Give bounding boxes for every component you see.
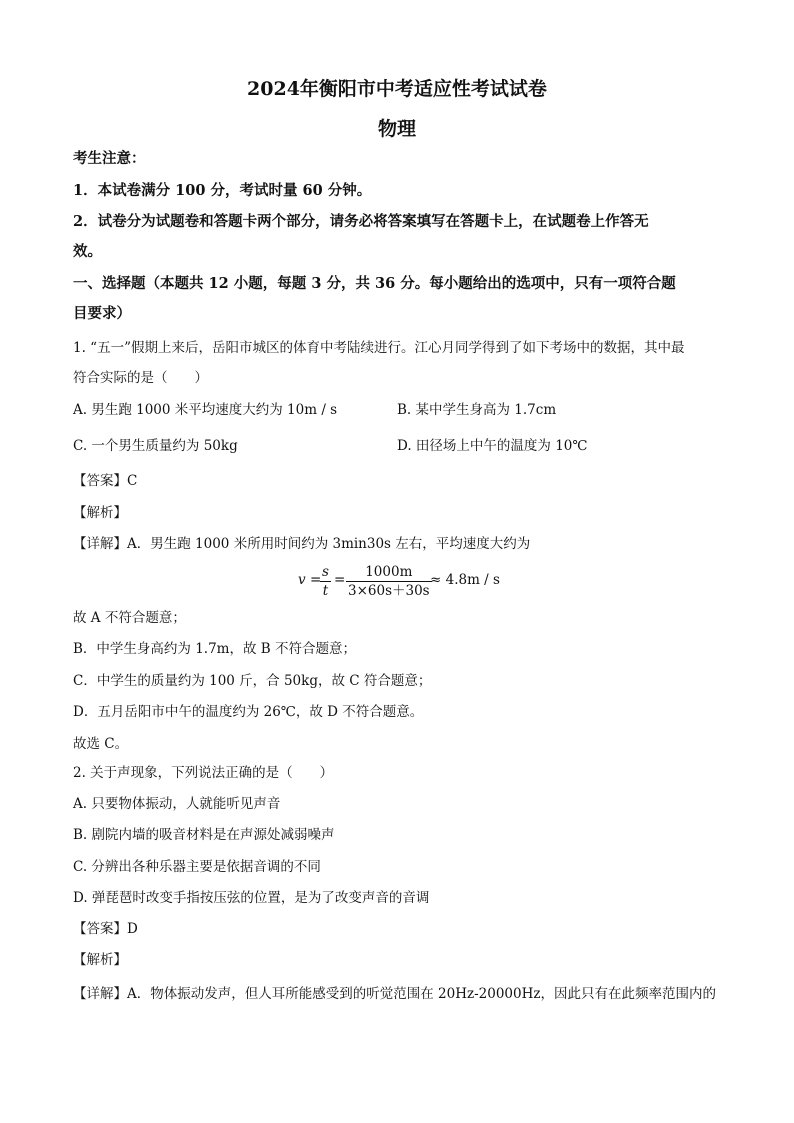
fraction-denominator-value: 3×60s＋30s xyxy=(348,583,430,599)
fraction-numerator-s: s xyxy=(322,564,329,580)
notice-heading: 考生注意： xyxy=(73,150,146,167)
q1-detail-d: D．五月岳阳市中午的温度约为 26℃，故 D 不符合题意。 xyxy=(73,704,424,720)
notice-item-2-line-1: 2．试卷分为试题卷和答题卡两个部分，请务必将答案填写在答题卡上，在试题卷上作答无 xyxy=(73,213,649,230)
q2-detail-line-1: 【详解】A．物体振动发声，但人耳所能感受到的听觉范围在 20Hz-20000Hz，因此只有在此频率范围内的 xyxy=(73,986,716,1002)
subject-title: 物理 xyxy=(377,118,416,140)
q1-option-c: C. 一个男生质量约为 50kg xyxy=(73,438,238,454)
fraction-denominator-t: t xyxy=(322,583,329,599)
notice-item-1: 1．本试卷满分 100 分，考试时量 60 分钟。 xyxy=(73,182,372,199)
speed-formula xyxy=(298,560,518,604)
formula-equals-2: = xyxy=(334,572,346,588)
q1-stem-line-1: 1. “五一”假期上来后，岳阳市城区的体育中考陆续进行。江心月同学得到了如下考场中的数据，其中最 xyxy=(73,340,685,356)
formula-result: ≈ 4.8m / s xyxy=(430,572,500,588)
q1-analysis-label: 【解析】 xyxy=(73,505,127,521)
q1-conclusion: 故选 C。 xyxy=(73,736,129,752)
fraction-numerator-value: 1000m xyxy=(365,564,413,580)
q1-stem-line-2: 符合实际的是（ ） xyxy=(73,370,208,386)
q1-option-a: A. 男生跑 1000 米平均速度大约为 10m / s xyxy=(73,402,338,418)
formula-v: v xyxy=(298,572,306,588)
formula-equals-1: = xyxy=(310,572,322,588)
notice-item-2-line-2: 效。 xyxy=(73,243,102,260)
q2-option-c: C. 分辨出各种乐器主要是依据音调的不同 xyxy=(73,859,321,875)
q1-detail-intro: 【详解】A．男生跑 1000 米所用时间约为 3min30s 左右，平均速度大约为 xyxy=(73,536,531,552)
fraction-s-over-t xyxy=(320,563,331,600)
q2-option-b: B. 剧院内墙的吸音材料是在声源处减弱噪声 xyxy=(73,827,335,843)
q1-detail-c: C．中学生的质量约为 100 斤，合 50kg，故 C 符合题意； xyxy=(73,673,432,689)
q1-option-b: B. 某中学生身高为 1.7cm xyxy=(397,402,557,418)
section-heading-line-2: 目要求） xyxy=(73,305,131,322)
exam-title: 2024年衡阳市中考适应性考试试卷 xyxy=(247,78,547,100)
q1-detail-a: 故 A 不符合题意； xyxy=(73,610,186,626)
q2-option-d: D. 弹琵琶时改变手指按压弦的位置，是为了改变声音的音调 xyxy=(73,890,430,906)
q2-analysis-label: 【解析】 xyxy=(73,952,127,968)
fraction-numeric xyxy=(346,563,432,600)
q1-option-d: D. 田径场上中午的温度为 10℃ xyxy=(397,438,588,454)
q2-stem: 2. 关于声现象，下列说法正确的是（ ） xyxy=(73,765,334,781)
q2-option-a: A. 只要物体振动，人就能听见声音 xyxy=(73,796,281,812)
q1-detail-b: B．中学生身高约为 1.7m，故 B 不符合题意； xyxy=(73,641,356,657)
section-heading-line-1: 一、选择题（本题共 12 小题，每题 3 分，共 36 分。每小题给出的选项中，只有一项符合题 xyxy=(73,275,676,292)
q1-answer: 【答案】C xyxy=(73,473,138,489)
q2-answer: 【答案】D xyxy=(73,921,138,937)
